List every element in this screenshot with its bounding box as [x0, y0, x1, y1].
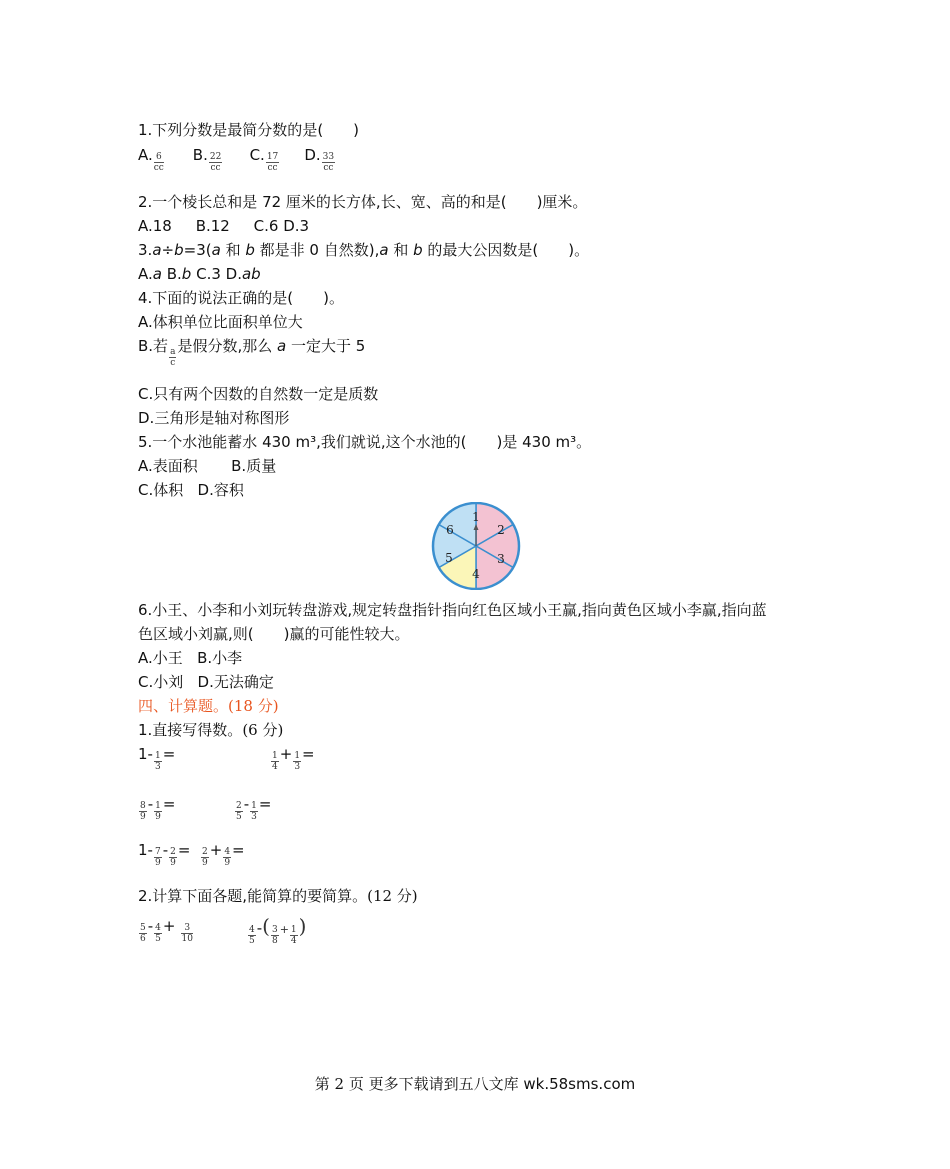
q6-options-cd: C.小刘 D.无法确定 — [138, 673, 274, 691]
q4-option-b: B.若 $\frac{a}{c}$ 是假分数,那么 a 一定大于 5 — [138, 337, 366, 368]
q2-stem: 2.一个棱长总和是 72 厘米的长方体,长、宽、高的和是( )厘米。 — [138, 193, 588, 211]
wheel-label-5: 5 — [445, 551, 453, 565]
wheel-label-6: 6 — [446, 523, 454, 537]
wheel-label-2: 2 — [497, 523, 505, 537]
wheel-label-4: 4 — [472, 567, 480, 581]
calc-item-5: 1- $\frac{7}{9}$ - $\frac{2}{9}$ = — [138, 841, 191, 868]
q5-options-ab: A.表面积 B.质量 — [138, 457, 277, 475]
q2-options: A.18 B.12 C.6 D.3 — [138, 217, 310, 235]
q6-stem-line2: 色区域小刘赢,则( )赢的可能性较大。 — [138, 625, 410, 643]
calc-item-2: $\frac{1}{4}$ + $\frac{1}{3}$ = — [272, 745, 315, 772]
q5-stem: 5.一个水池能蓄水 430 m³,我们就说,这个水池的( )是 430 m³。 — [138, 433, 592, 451]
calc-expr-1: $\frac{5}{6}$ - $\frac{4}{5}$ + $\frac{3}{10}$ — [140, 917, 193, 944]
calc-item-3: $\frac{8}{9}$ - $\frac{1}{9}$ = — [140, 795, 176, 822]
q4-option-a: A.体积单位比面积单位大 — [138, 313, 303, 331]
q6-options-ab: A.小王 B.小李 — [138, 649, 243, 667]
q4-option-c: C.只有两个因数的自然数一定是质数 — [138, 385, 379, 403]
wheel-label-1: 1 — [472, 510, 480, 524]
calc-expr-2: $\frac{4}{5}$ -( $\frac{3}{8}$ + $\frac{1}{4}$ ) — [249, 916, 307, 944]
calc-part2-title: 2.计算下面各题,能简算的要简算。(12 分) — [138, 887, 418, 905]
q3-stem: 3.a÷b=3(a 和 b 都是非 0 自然数),a 和 b 的最大公因数是( )。 — [138, 241, 590, 259]
calc-item-4: $\frac{2}{5}$ - $\frac{1}{3}$ = — [236, 795, 272, 822]
q4-stem: 4.下面的说法正确的是( )。 — [138, 289, 345, 307]
wheel-label-3: 3 — [497, 552, 505, 566]
page-footer: 第 2 页 更多下载请到五八文库 wk.58sms.com — [314, 1075, 636, 1093]
q5-options-cd: C.体积 D.容积 — [138, 481, 244, 499]
q6-stem-line1: 6.小王、小李和小刘玩转盘游戏,规定转盘指针指向红色区域小王赢,指向黄色区域小李赢,指向蓝 — [138, 601, 767, 619]
calc-part1-title: 1.直接写得数。(6 分) — [138, 721, 284, 739]
q1-options: A. $\frac{6}{cc}$ B. $\frac{22}{cc}$ C. $\frac{17}{cc}$ D. $\frac{33}{cc}$ — [138, 146, 335, 173]
calc-item-1: 1- $\frac{1}{3}$ = — [138, 745, 176, 772]
spinner-wheel — [430, 502, 522, 590]
q1-stem: 1.下列分数是最简分数的是( ) — [138, 121, 360, 139]
q4-option-d: D.三角形是轴对称图形 — [138, 409, 290, 427]
calc-item-6: $\frac{2}{9}$ + $\frac{4}{9}$ = — [202, 841, 245, 868]
section-heading: 四、计算题。(18 分) — [138, 697, 279, 715]
footer-link[interactable]: wk.58sms.com — [523, 1075, 636, 1093]
q3-options: A.a B.b C.3 D.ab — [138, 265, 261, 283]
